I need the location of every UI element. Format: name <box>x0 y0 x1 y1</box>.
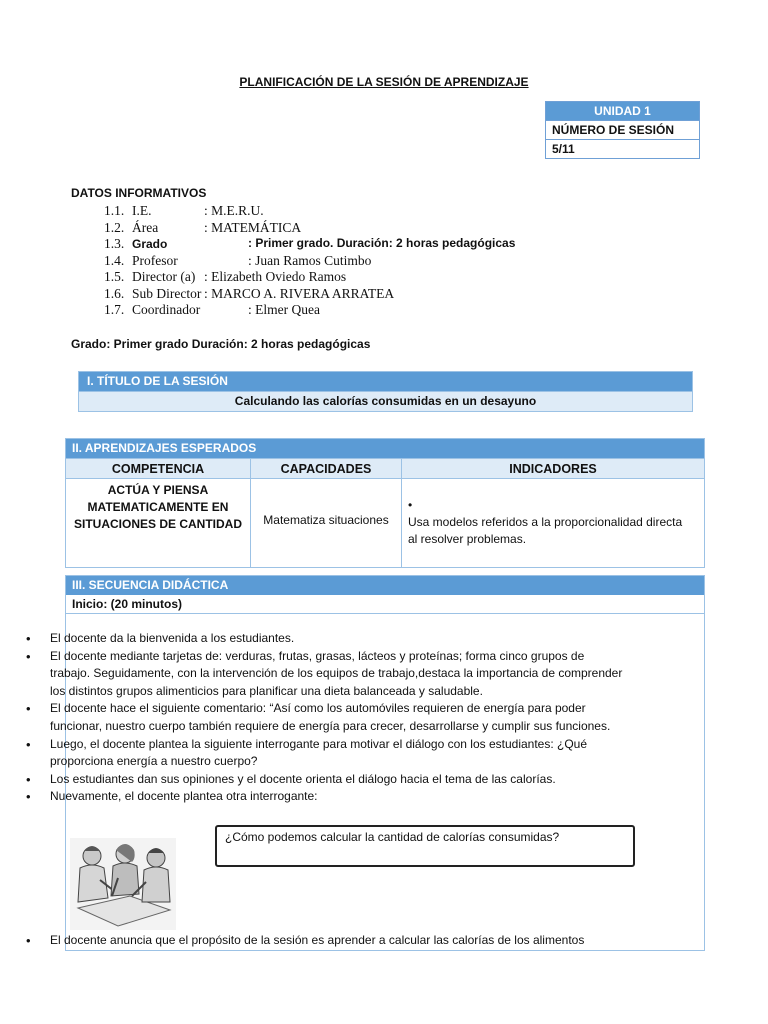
question-box: ¿Cómo podemos calcular la cantidad de calorías consumidas? <box>215 825 635 867</box>
unit-box <box>545 101 700 159</box>
capacidades-cell: Matematiza situaciones <box>251 479 402 568</box>
session-number-label: NÚMERO DE SESIÓN <box>546 120 699 139</box>
learning-table <box>66 458 704 567</box>
indicadores-cell: •Usa modelos referidos a la proporcionalidad directa al resolver problemas. <box>408 498 683 546</box>
table-row <box>66 479 704 568</box>
children-illustration <box>70 838 176 930</box>
info-line-grado: 1.3. Grado : Primer grado. Duración: 2 horas pedagógicas <box>104 236 516 251</box>
section-session-title <box>78 371 693 412</box>
info-value-ie: : M.E.R.U. <box>204 203 264 218</box>
column-header: COMPETENCIA <box>66 459 251 479</box>
list-item: • El docente mediante tarjetas de: verduras, frutas, grasas, lácteos y proteínas; forma cinco grupos de trabajo. Seguidamente, con la intervención de los equipos de trabajo,destaca la importancia de comprender los distintos grupos alimenticios para planificar una dieta balanceada y saludable. <box>26 648 626 701</box>
info-value-subdirector: : MARCO A. RIVERA ARRATEA <box>204 286 395 301</box>
session-number-value: 5/11 <box>546 139 699 158</box>
info-line-director: 1.5. Director (a) : Elizabeth Oviedo Ramos <box>104 269 347 284</box>
list-item: • Luego, el docente plantea la siguiente interrogante para motivar el diálogo con los estudiantes: ¿Qué proporciona energía a nuestro cuerpo? <box>26 736 626 771</box>
list-item: • El docente hace el siguiente comentario: “Así como los automóviles requieren de energía para poder funcionar, nuestro cuerpo también requiere de energía para crecer, desarrollarse y cumplir sus funciones. <box>26 700 626 735</box>
section-heading: III. SECUENCIA DIDÁCTICA <box>66 576 704 595</box>
bullet-icon: • <box>408 498 413 512</box>
table-header-row <box>66 459 704 479</box>
inicio-label: Inicio: (20 minutos) <box>66 595 704 614</box>
grado-duration-line: Grado: Primer grado Duración: 2 horas pedagógicas <box>71 337 371 351</box>
info-line-coordinador: 1.7. Coordinador : Elmer Quea <box>104 302 320 317</box>
column-header: INDICADORES <box>402 459 705 479</box>
section-heading: I. TÍTULO DE LA SESIÓN <box>79 372 692 391</box>
competencia-cell: ACTÚA Y PIENSA MATEMATICAMENTE EN SITUACIONES DE CANTIDAD <box>66 479 251 568</box>
info-value-grado: : Primer grado. Duración: 2 horas pedagógicas <box>248 236 516 250</box>
info-line-area: 1.2. Área : MATEMÁTICA <box>104 220 302 235</box>
list-item: • El docente da la bienvenida a los estudiantes. <box>26 630 626 648</box>
unit-label: UNIDAD 1 <box>546 102 699 120</box>
list-item: • Los estudiantes dan sus opiniones y el docente orienta el diálogo hacia el tema de las calorías. <box>26 771 626 789</box>
info-value-coordinador: : Elmer Quea <box>248 302 320 317</box>
column-header: CAPACIDADES <box>251 459 402 479</box>
document-title: PLANIFICACIÓN DE LA SESIÓN DE APRENDIZAJE <box>239 75 529 89</box>
session-title: Calculando las calorías consumidas en un desayuno <box>79 391 692 411</box>
info-line-ie: 1.1. I.E. : M.E.R.U. <box>104 203 264 218</box>
info-value-area: : MATEMÁTICA <box>204 220 302 235</box>
sequence-list <box>26 630 626 806</box>
info-value-profesor: : Juan Ramos Cutimbo <box>248 253 372 268</box>
datos-heading: DATOS INFORMATIVOS <box>71 186 207 200</box>
section-expected-learning <box>65 438 705 568</box>
list-item: • El docente anuncia que el propósito de la sesión es aprender a calcular las calorías de los alimentos <box>26 932 626 950</box>
list-item: • Nuevamente, el docente plantea otra interrogante: <box>26 788 626 806</box>
info-value-director: : Elizabeth Oviedo Ramos <box>204 269 347 284</box>
section-heading: II. APRENDIZAJES ESPERADOS <box>66 439 704 458</box>
info-line-subdirector: 1.6. Sub Director : MARCO A. RIVERA ARRATEA <box>104 286 395 301</box>
info-line-profesor: 1.4. Profesor : Juan Ramos Cutimbo <box>104 253 372 268</box>
sequence-list-continued <box>26 932 626 950</box>
